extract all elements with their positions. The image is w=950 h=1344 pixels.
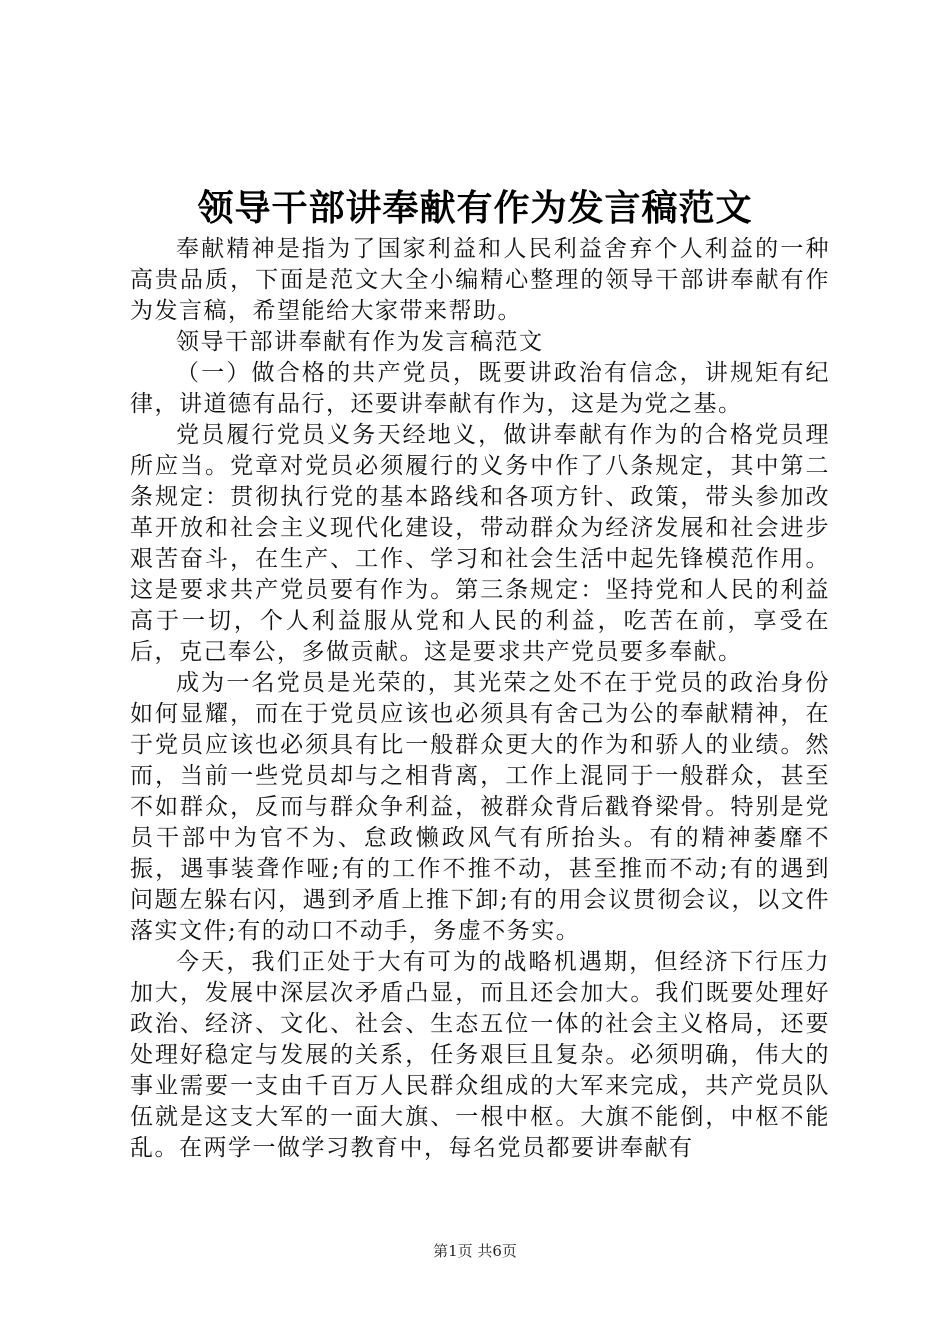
paragraph-today: 今天，我们正处于大有可为的战略机遇期，但经济下行压力加大，发展中深层次矛盾凸显，而且还会加大。我们既要处理好政治、经济、文化、社会、生态五位一体的社会主义格局，还要处理好稳定与发展的关系，任务艰巨且复杂。必须明确，伟大的事业需要一支由千百万人民群众组成的大军来完成，共产党员队伍就是这支大军的一面大旗、一根中枢。大旗不能倒，中枢不能乱。在两学一做学习教育中，每名党员都要讲奉献有 — [130, 949, 830, 1161]
paragraph-duties: 党员履行党员义务天经地义，做讲奉献有作为的合格党员理所应当。党章对党员必须履行的义务中作了八条规定，其中第二条规定：贯彻执行党的基本路线和各项方针、政策，带头参加改革开放和社会主义现代化建设，带动群众为经济发展和社会进步艰苦奋斗，在生产、工作、学习和社会生活中起先锋模范作用。这是要求共产党员要有作为。第三条规定：坚持党和人民的利益高于一切，个人利益服从党和人民的利益，吃苦在前，享受在后，克己奉公，多做贡献。这是要求共产党员要多奉献。 — [130, 422, 830, 665]
paragraph-intro: 奉献精神是指为了国家利益和人民利益舍弃个人利益的一种高贵品质，下面是范文大全小编精心整理的领导干部讲奉献有作为发言稿，希望能给大家带来帮助。 — [130, 236, 830, 324]
paragraph-honor: 成为一名党员是光荣的，其光荣之处不在于党员的政治身份如何显耀，而在于党员应该也必须具有舍己为公的奉献精神，在于党员应该也必须具有比一般群众更大的作为和骄人的业绩。然而，当前一些党员却与之相背离，工作上混同于一般群众，甚至不如群众，反而与群众争利益，被群众背后戳脊梁骨。特别是党员干部中为官不为、怠政懒政风气有所抬头。有的精神萎靡不振，遇事装聋作哑;有的工作不推不动，甚至推而不动;有的遇到问题左躲右闪，遇到矛盾上推下卸;有的用会议贯彻会议，以文件落实文件;有的动口不动手，务虚不务实。 — [130, 670, 830, 944]
paragraph-section-one: （一）做合格的共产党员，既要讲政治有信念，讲规矩有纪律，讲道德有品行，还要讲奉献有作为，这是为党之基。 — [130, 360, 830, 417]
document-body — [130, 234, 830, 1164]
page-number-footer: 第1页 共6页 — [433, 1242, 517, 1260]
paragraph-subtitle: 领导干部讲奉献有作为发言稿范文 — [176, 329, 544, 355]
document-title: 领导干部讲奉献有作为发言稿范文 — [197, 187, 753, 229]
